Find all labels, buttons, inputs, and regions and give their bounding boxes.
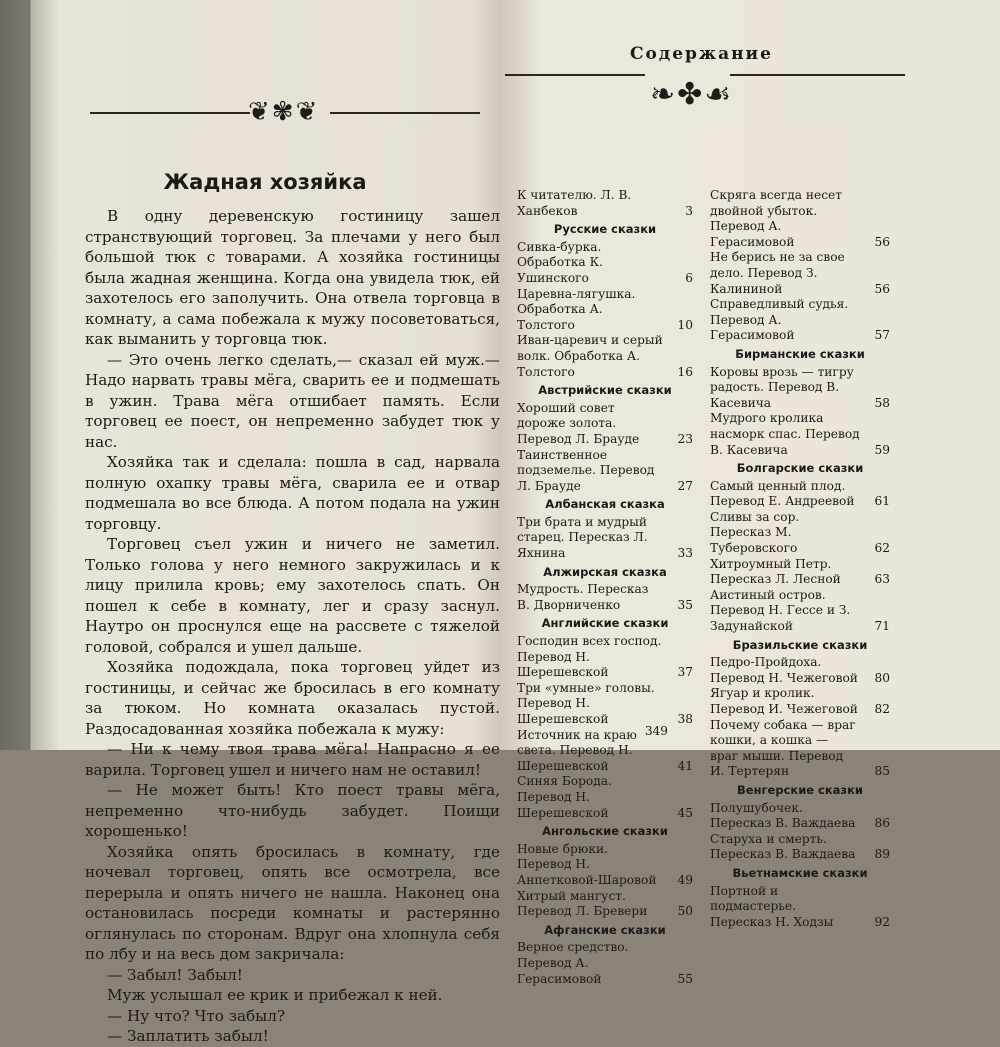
toc-entry-page: 89	[874, 847, 890, 862]
toc-entry	[710, 884, 890, 931]
toc-column-left	[517, 188, 693, 987]
story-paragraph: — Заплатить забыл!	[107, 1027, 269, 1045]
toc-entry-title: Таинственное подземелье. Перевод Л. Брауде	[517, 447, 655, 493]
header-rule-left	[90, 112, 250, 114]
toc-column-right	[710, 188, 890, 930]
story-text	[85, 206, 500, 1047]
toc-section-heading: Афганские сказки	[544, 922, 666, 937]
story-paragraph: — Ни к чему твоя трава мёга! Напрасно я ее варила. Торговец ушел и ничего нам не оставил!	[85, 740, 500, 779]
left-page	[30, 66, 500, 1045]
toc-entry-title: Царевна-лягушка. Обработка А. Толстого	[517, 286, 636, 332]
right-page	[505, 0, 1000, 986]
toc-entry	[517, 582, 693, 613]
toc-entry	[710, 801, 890, 832]
toc-entry-title: Сливы за сор. Пересказ М. Туберовского	[710, 509, 800, 556]
toc-entry-page: 80	[874, 670, 890, 685]
toc-entry	[710, 479, 890, 510]
toc-entry	[517, 842, 693, 889]
toc-entry-title: Хитрый мангуст. Перевод Л. Бревери	[517, 888, 648, 919]
toc-entry-title: Верное средство. Перевод А. Герасимовой	[517, 940, 629, 986]
toc-entry	[517, 240, 693, 287]
toc-entry-title: К читателю. Л. В. Ханбеков	[517, 188, 632, 218]
toc-entry	[710, 655, 890, 686]
toc-entry-title: Три брата и мудрый старец. Пересказ Л. Яхнина	[517, 514, 648, 561]
toc-entry-page: 63	[874, 572, 890, 587]
toc-entry-page: 49	[677, 872, 693, 887]
toc-entry	[710, 411, 890, 458]
toc-entry-page: 45	[677, 805, 693, 820]
toc-entry-page: 59	[874, 442, 890, 457]
toc-section-heading: Албанская сказка	[545, 497, 665, 512]
toc-section-heading: Алжирская сказка	[543, 564, 667, 579]
toc-entry	[517, 940, 693, 987]
toc-entry-page: 16	[677, 364, 693, 379]
toc-entry-title: Аистиный остров. Перевод Н. Гессе и З. Задунайской	[710, 587, 851, 634]
toc-entry-page: 6	[685, 270, 693, 285]
toc-entry	[517, 681, 693, 728]
story-paragraph: Муж услышал ее крик и прибежал к ней.	[107, 986, 443, 1004]
toc-entry	[517, 333, 693, 380]
toc-entry	[517, 889, 693, 920]
toc-entry-page: 71	[874, 619, 890, 634]
toc-entry	[710, 510, 890, 557]
page-number: 349	[645, 724, 668, 738]
toc-entry-title: Почему собака — враг кошки, а кошка — враг мыши. Перевод И. Тертерян	[710, 717, 856, 779]
toc-entry-page: 92	[874, 914, 890, 929]
toc-entry	[517, 188, 693, 219]
toc-entry-page: 62	[874, 541, 890, 556]
story-paragraph: В одну деревенскую гостиницу зашел странствующий торговец. За плечами у него был большой тюк с товарами. А хозяйка гостиницы была жадная женщина. Когда она увидела тюк, ей захотелось его заполучить. Она отвела торговца в комнату, а сама побежала к мужу посоветоваться, как выманить у торговца тюк.	[85, 207, 500, 348]
toc-entry-page: 61	[874, 494, 890, 509]
toc-entry-page: 38	[677, 712, 693, 726]
toc-entry	[517, 515, 693, 562]
toc-entry	[710, 365, 890, 412]
toc-entry-page: 82	[874, 702, 890, 716]
toc-entry	[517, 401, 693, 448]
story-paragraph: — Забыл! Забыл!	[107, 965, 243, 984]
toc-entry	[710, 588, 890, 635]
toc-entry-page: 55	[677, 971, 693, 986]
toc-section-heading: Болгарские сказки	[736, 461, 864, 476]
toc-entry-title: Коровы врозь — тигру радость. Перевод В. Касевича	[710, 364, 854, 410]
toc-entry-title: Хитроумный Петр. Пересказ Л. Лесной	[710, 556, 841, 587]
toc-section-heading: Русские сказки	[553, 222, 657, 237]
header-rule-right	[330, 112, 480, 114]
toc-entry-page: 35	[677, 597, 693, 612]
toc-entry-page: 37	[677, 665, 693, 680]
toc-entry	[517, 634, 693, 681]
toc-entry-title: Новые брюки. Перевод Н. Анпетковой-Шаровой	[517, 841, 657, 887]
toc-entry-title: Справедливый судья. Перевод А. Герасимовой	[710, 297, 849, 343]
toc-section-heading: Австрийские сказки	[538, 383, 672, 398]
toc-entry-title: Старуха и смерть. Пересказ В. Важдаева	[710, 831, 856, 862]
toc-entry-title: Педро-Пройдоха. Перевод Н. Чежеговой	[710, 655, 858, 685]
toc-entry-page: 58	[874, 395, 890, 410]
toc-entry	[710, 297, 890, 344]
toc-entry	[710, 188, 890, 250]
toc-entry-page: 57	[874, 328, 890, 343]
toc-entry-page: 27	[677, 478, 693, 493]
story-paragraph: Торговец съел ужин и ничего не заметил. Только голова у него немного закружилась и к лицу прилила кровь; ему захотелось спать. Он пошел к себе в комнату, лег и сразу заснул. Наутро он проснулся еще на рассвете с тяжелой головой, собрался и ушел дальше.	[85, 535, 500, 656]
toc-entry-page: 10	[677, 317, 693, 332]
toc-section-heading: Вьетнамские сказки	[732, 865, 868, 880]
toc-entry-title: Мудрого кролика насморк спас. Перевод В. Касевича	[710, 411, 860, 457]
toc-section-heading: Бирманские сказки	[735, 346, 865, 361]
toc-section-heading: Английские сказки	[541, 616, 669, 631]
toc-entry-title: Иван-царевич и серый волк. Обработка А. Толстого	[517, 333, 663, 379]
story-paragraph: Хозяйка опять бросилась в комнату, где ночевал торговец, опять все осмотрела, все перерыла и опять ничего не нашла. Наконец она остановилась посреди комнаты и растерянно оглянулась по сторонам. Вдруг она хлопнула себя по лбу и на весь дом закричала:	[85, 842, 500, 963]
toc-entry	[517, 774, 693, 821]
story-paragraph: — Ну что? Что забыл?	[107, 1006, 286, 1025]
story-paragraph: — Не может быть! Кто поест травы мёга, непременно что-нибудь забудет. Поищи хорошенько!	[85, 781, 500, 840]
toc-entry-title: Синяя Борода. Перевод Н. Шерешевской	[517, 774, 612, 820]
toc-entry	[710, 250, 890, 297]
toc-entry-page: 86	[874, 816, 890, 831]
toc-entry-title: Сивка-бурка. Обработка К. Ушинского	[517, 239, 603, 285]
toc-entry	[517, 448, 693, 495]
story-title: Жадная хозяйка	[163, 170, 367, 194]
toc-section-heading: Ангольские сказки	[542, 824, 668, 839]
toc-entry-page: 50	[677, 904, 693, 919]
toc-entry	[710, 832, 890, 863]
toc-rule-right	[730, 74, 905, 76]
ornament-icon: ❧✤☙	[650, 77, 734, 112]
story-paragraph: Хозяйка так и сделала: пошла в сад, нарвала полную охапку травы мёга, сварила ее и отвар подмешала во все блюда. А потом подала на ужин торговцу.	[85, 453, 500, 533]
toc-entry-title: Хороший совет дороже золота. Перевод Л. Брауде	[517, 400, 640, 446]
toc-section-heading: Венгерские сказки	[737, 782, 863, 797]
toc-rule-left	[505, 74, 645, 76]
toc-entry-title: Не берись не за свое дело. Перевод З. Калининой	[710, 250, 845, 296]
ornament-icon: ❦✾❦	[248, 97, 320, 127]
toc-header: Содержание	[630, 44, 773, 64]
toc-entry-title: Мудрость. Пересказ В. Дворниченко	[517, 582, 649, 612]
toc-entry-title: Самый ценный плод. Перевод Е. Андреевой	[710, 478, 855, 509]
toc-entry-title: Портной и подмастерье. Пересказ Н. Ходзы	[710, 883, 834, 929]
toc-entry-page: 33	[677, 546, 693, 561]
toc-entry-title: Скряга всегда несет двойной убыток. Перевод А. Герасимовой	[710, 188, 843, 249]
toc-entry	[710, 686, 890, 717]
story-paragraph: — Это очень легко сделать,— сказал ей муж.— Надо нарвать травы мёга, сварить ее и подмешать в ужин. Трава мёга отшибает память. Если торговец ее поест, он непременно забудет тюк у нас.	[85, 350, 500, 451]
toc-entry-title: Господин всех господ. Перевод Н. Шерешевской	[517, 634, 662, 680]
toc-entry-page: 3	[685, 203, 693, 218]
toc-entry	[710, 557, 890, 588]
story-paragraph: Хозяйка подождала, пока торговец уйдет из гостиницы, и сейчас же бросилась в его комнату за тюком. Но комната оказалась пустой. Раздосадованная хозяйка побежала к мужу:	[85, 658, 500, 738]
toc-section-heading: Бразильские сказки	[732, 637, 868, 652]
toc-entry-page: 56	[874, 281, 890, 296]
toc-entry-page: 41	[677, 758, 693, 773]
toc-entry-title: Три «умные» головы. Перевод Н. Шерешевской	[517, 680, 655, 726]
toc-entry	[517, 287, 693, 334]
toc-entry-page: 56	[874, 234, 890, 249]
toc-entry	[710, 718, 890, 780]
toc-entry-page: 85	[874, 764, 890, 779]
toc-entry-page: 23	[677, 431, 693, 446]
toc-entry-title: Ягуар и кролик. Перевод И. Чежеговой	[710, 686, 858, 716]
toc-entry-title: Источник на краю света. Перевод Н. Шерешевской	[517, 727, 637, 773]
toc-entry-title: Полушубочек. Пересказ В. Важдаева	[710, 800, 856, 831]
